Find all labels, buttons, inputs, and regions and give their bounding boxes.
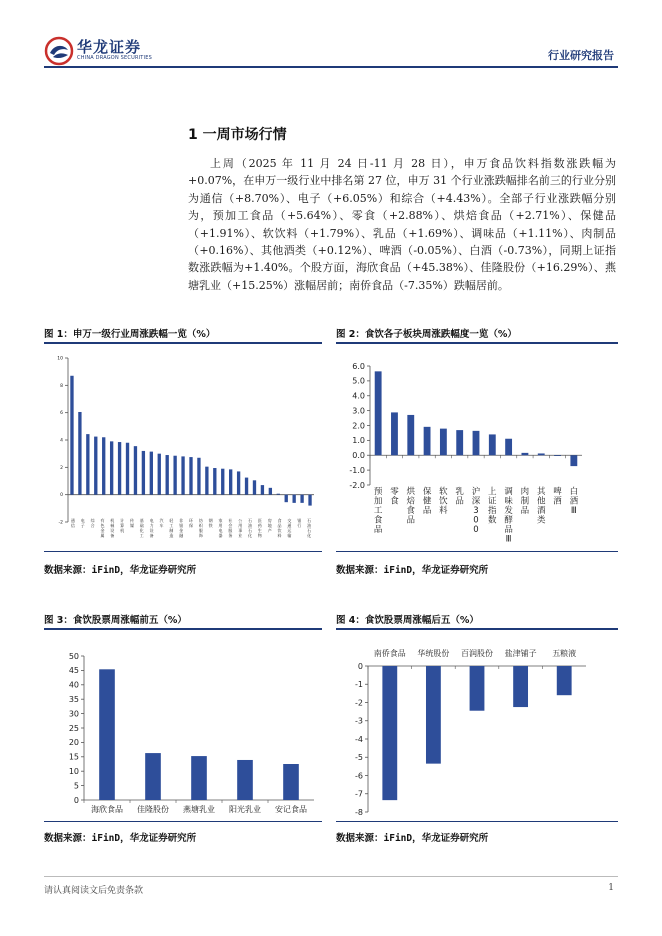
y-tick-label: -1.0 <box>349 465 365 475</box>
category-label: 信 <box>70 523 75 528</box>
category-label: 电 <box>80 518 85 523</box>
category-label: Ⅲ <box>505 534 512 545</box>
fig2-chart <box>336 346 618 546</box>
category-label: 轻 <box>169 518 174 523</box>
bar-煤炭 <box>285 495 288 503</box>
category-label: 制 <box>169 528 174 533</box>
category-label: 媒 <box>129 523 134 528</box>
y-tick-label: -8 <box>355 807 363 817</box>
category-label: 工 <box>139 533 144 538</box>
category-label: 石 <box>248 528 253 533</box>
bar-五粮液 <box>557 666 572 695</box>
category-label: 品 <box>520 506 530 516</box>
y-tick-label: -5 <box>355 753 363 763</box>
category-label: 饮 <box>277 528 282 533</box>
dragon-logo-icon <box>44 36 74 66</box>
y-tick-label: -4 <box>355 734 363 744</box>
y-tick-label: 2.0 <box>352 421 365 431</box>
bar-国防军工 <box>102 437 105 494</box>
y-tick-label: 5 <box>73 781 79 791</box>
category-label: 有 <box>100 518 105 523</box>
category-label: 公 <box>238 518 243 523</box>
category-label: 深 <box>471 496 481 507</box>
fig3-source: 数据来源：iFinD，华龙证券研究所 <box>44 833 197 844</box>
category-label: 色 <box>100 523 105 528</box>
bar-上证指数 <box>489 434 496 455</box>
category-label: 械 <box>110 523 115 528</box>
page-header <box>0 0 662 70</box>
fig1-source: 数据来源：iFinD，华龙证券研究所 <box>44 565 197 576</box>
body-paragraph: 上周（2025 年 11 月 24 日-11 月 28 日），申万食品饮料指数涨跌幅为+0.07%，在申万一级行业中排名第 27 位，申万 31 个行业涨跌幅排名前三的行业分别为通信（+8.70%）、电子（+6.05%）和综合（+4.43%）。全部子行业涨跌幅分别为，预加工食品（+5.64%）、零食（+2.88%）、烘焙食品（+2.71%）、保健品（+1.91%）、软饮料（+1.79%）、乳品（+1.69%）、调味品（+1.11%）、肉制品（+0.16%）、其他酒类（+0.12%）、啤酒（-0.05%）、白酒（-0.73%），同期上证指数涨跌幅为+1.40%。个股方面，海欣食品（+45.38%）、佳隆股份（+16.29%）、燕塘乳业（+15.25%）涨幅居前；南侨食品（-7.35%）跌幅居前。 <box>188 157 616 292</box>
category-label: 食 <box>406 506 416 516</box>
bar-轻工制造 <box>166 455 169 495</box>
category-label: 海欣食品 <box>91 805 123 814</box>
category-label: 交 <box>287 518 292 523</box>
category-label: 综 <box>90 518 95 523</box>
category-label: 事 <box>238 528 243 533</box>
category-label: 子 <box>80 523 85 528</box>
y-tick-label: 30 <box>68 709 79 719</box>
category-label: 味 <box>504 496 513 507</box>
category-label: 食 <box>373 515 383 526</box>
category-label: 生 <box>257 528 262 533</box>
fig3-bottom-rule <box>44 821 322 822</box>
page-number: 1 <box>608 883 614 893</box>
category-label: 预 <box>373 487 383 497</box>
bar-电子 <box>78 412 81 495</box>
category-label: 料 <box>439 506 448 516</box>
category-label: 品 <box>504 525 513 535</box>
category-label: 药 <box>257 523 262 528</box>
category-label: 会 <box>228 523 233 528</box>
bar-肉制品 <box>521 453 528 455</box>
fig4-chart-svg <box>336 632 618 818</box>
fig4-bottom-rule <box>336 821 618 822</box>
category-label: 计 <box>120 518 125 523</box>
category-label: 基 <box>139 518 144 523</box>
category-label: 发 <box>504 506 513 516</box>
bar-机械设备 <box>110 441 113 494</box>
fig3-chart-svg <box>44 632 322 818</box>
bar-基础化工 <box>134 446 137 495</box>
bar-钢铁 <box>197 458 200 495</box>
category-label: 食 <box>277 518 282 523</box>
bar-华统股份 <box>426 666 441 764</box>
bar-乳品 <box>456 430 463 455</box>
category-label: 数 <box>488 515 497 526</box>
bar-南侨食品 <box>382 666 397 800</box>
y-tick-label: 45 <box>68 666 79 676</box>
category-label: 合 <box>90 523 95 528</box>
category-label: 电 <box>149 518 154 523</box>
category-label: 汽 <box>159 518 164 523</box>
category-label: 酒 <box>536 506 546 516</box>
category-label: 上 <box>488 487 497 497</box>
bar-啤酒 <box>554 455 561 456</box>
category-label: 电 <box>218 528 223 533</box>
y-tick-label: 0 <box>73 795 79 805</box>
y-tick-label: 3.0 <box>352 406 365 416</box>
category-label: 阳光乳业 <box>229 805 261 814</box>
category-label: 饮 <box>439 496 448 507</box>
bar-其他酒类 <box>538 453 545 455</box>
category-label: 0 <box>473 515 479 526</box>
bar-家用电器 <box>205 467 208 495</box>
category-label: 社 <box>228 518 233 523</box>
category-label: 银 <box>179 523 184 528</box>
bar-燕塘乳业 <box>191 756 207 800</box>
bar-烘焙食品 <box>407 415 414 455</box>
category-label: 用 <box>238 523 243 528</box>
category-label: 运 <box>287 528 292 533</box>
fig1-bottom-rule <box>44 551 322 552</box>
y-tick-label: 6 <box>60 411 63 417</box>
category-label: Ⅲ <box>570 506 577 516</box>
category-label: 其 <box>536 487 546 497</box>
category-label: 通 <box>287 523 292 528</box>
category-label: 品 <box>455 496 464 507</box>
y-tick-label: 50 <box>68 651 79 661</box>
bar-保健品 <box>424 427 431 455</box>
category-label: 五粮液 <box>552 649 577 658</box>
category-label: 健 <box>422 496 432 507</box>
fig1-top-rule <box>44 342 322 344</box>
bar-阳光乳业 <box>237 760 253 800</box>
fig4-chart <box>336 632 618 818</box>
category-label: 零 <box>390 487 399 497</box>
category-label: 0 <box>473 525 479 535</box>
category-label: 地 <box>267 523 272 528</box>
bar-沪深300 <box>473 431 480 455</box>
bar-建筑装饰 <box>261 485 264 495</box>
bar-建筑材料 <box>213 468 216 495</box>
y-tick-label: 35 <box>68 695 79 704</box>
category-label: 服 <box>198 528 203 533</box>
y-tick-label: 0 <box>60 493 63 499</box>
category-label: 传 <box>129 518 134 523</box>
category-label: 金 <box>179 528 184 533</box>
bar-白酒Ⅲ <box>570 455 577 466</box>
y-tick-label: 10 <box>68 767 79 776</box>
category-label: 油 <box>307 523 312 528</box>
category-label: 通 <box>70 518 75 523</box>
category-label: 铁 <box>208 523 213 528</box>
category-label: 燕塘乳业 <box>183 805 215 814</box>
bar-医药生物 <box>253 480 256 494</box>
bar-零食 <box>391 412 398 455</box>
section-title: 1 一周市场行情 <box>188 127 287 143</box>
bar-汽车 <box>158 454 161 495</box>
category-label: 算 <box>120 523 125 528</box>
bar-环保 <box>181 456 184 494</box>
category-label: 家 <box>218 518 223 523</box>
category-label: 华统股份 <box>417 649 450 658</box>
fig2-top-rule <box>336 342 618 344</box>
bar-公用事业 <box>229 469 232 494</box>
category-label: 环 <box>189 518 193 523</box>
category-label: 佳隆股份 <box>137 805 169 814</box>
bar-百润股份 <box>470 666 485 711</box>
category-label: 业 <box>238 533 243 538</box>
category-label: 造 <box>169 533 174 538</box>
bar-美容护理 <box>150 452 153 495</box>
y-tick-label: 1.0 <box>352 436 365 446</box>
fig3-chart <box>44 632 322 818</box>
category-label: 加 <box>373 496 383 507</box>
category-label: 化 <box>248 533 253 538</box>
y-tick-label: -2 <box>355 698 363 708</box>
report-type: 行业研究报告 <box>548 49 614 62</box>
category-label: 纺 <box>198 518 203 523</box>
category-label: 调 <box>504 487 513 497</box>
y-tick-label: 0 <box>357 661 363 671</box>
y-tick-label: -2.0 <box>349 480 365 490</box>
fig3-title: 图 3：食饮股票周涨幅前五（%） <box>44 615 187 626</box>
bar-电力设备 <box>142 451 145 495</box>
category-label: 白 <box>569 487 579 497</box>
y-tick-label: -6 <box>355 771 363 781</box>
category-label: 石 <box>307 518 312 523</box>
bar-调味发酵品Ⅲ <box>505 439 512 456</box>
logo-cn-text: 华龙证券 <box>77 38 142 56</box>
bar-计算机 <box>118 442 121 495</box>
category-label: 焙 <box>406 496 416 507</box>
category-label: 房 <box>267 518 272 523</box>
category-label: 保 <box>422 487 432 497</box>
category-label: 油 <box>248 523 253 528</box>
category-label: 制 <box>520 496 530 507</box>
category-label: 工 <box>169 523 174 528</box>
company-logo <box>44 36 194 66</box>
fig4-source: 数据来源：iFinD，华龙证券研究所 <box>336 833 489 844</box>
category-label: 机 <box>110 518 115 523</box>
category-label: 础 <box>139 523 144 528</box>
category-label: 设 <box>110 528 115 533</box>
category-label: 化 <box>307 533 312 538</box>
category-label: 化 <box>139 528 144 533</box>
y-tick-label: 4.0 <box>352 391 365 401</box>
fig4-top-rule <box>336 628 618 630</box>
category-label: 车 <box>159 523 164 528</box>
category-label: 啤 <box>553 487 562 497</box>
y-tick-label: -1 <box>355 680 363 690</box>
y-tick-label: 15 <box>68 752 79 762</box>
fig2-title: 图 2：食饮各子板块周涨跌幅度一览（%） <box>336 329 517 340</box>
category-label: 保 <box>189 523 193 528</box>
fig2-chart-svg <box>336 346 618 546</box>
fig3-top-rule <box>44 628 322 630</box>
bar-纺织服饰 <box>189 457 192 495</box>
category-label: 物 <box>257 533 262 538</box>
logo-en-text: CHINA DRAGON SECURITIES <box>77 55 152 61</box>
category-label: 品 <box>406 515 416 526</box>
category-label: 沪 <box>471 487 481 497</box>
category-label: 酒 <box>569 496 579 507</box>
y-tick-label: 20 <box>68 738 79 748</box>
fig4-title: 图 4：食饮股票周涨幅后五（%） <box>336 615 479 626</box>
bar-石油石化 <box>237 471 240 494</box>
category-label: 料 <box>277 533 282 538</box>
bar-通信 <box>70 376 73 495</box>
bar-非银金融 <box>173 456 176 495</box>
category-label: 证 <box>488 496 497 507</box>
bar-预加工食品 <box>375 371 382 455</box>
bar-交通运输 <box>292 495 295 503</box>
category-label: 工 <box>373 506 383 516</box>
category-label: 融 <box>179 533 184 538</box>
bar-盐津铺子 <box>513 666 528 707</box>
category-label: 安记食品 <box>275 805 307 814</box>
bar-佳隆股份 <box>145 753 161 800</box>
bar-食品饮料 <box>277 494 280 495</box>
footer-disclaimer: 请认真阅读文后免责条款 <box>44 886 144 896</box>
category-label: 钢 <box>208 518 213 523</box>
category-label: 属 <box>100 533 105 538</box>
bar-社会服务 <box>221 469 224 495</box>
category-label: 输 <box>287 533 292 538</box>
category-label: 器 <box>218 533 223 538</box>
category-label: 医 <box>257 518 262 523</box>
y-tick-label: 6.0 <box>352 361 365 371</box>
category-label: 织 <box>198 523 203 528</box>
bar-综合 <box>86 434 89 495</box>
bar-农林牧渔 <box>245 478 248 495</box>
category-label: 品 <box>422 506 432 516</box>
bar-软饮料 <box>440 429 447 456</box>
header-divider <box>44 66 618 68</box>
y-tick-label: 40 <box>68 680 79 690</box>
footer-divider <box>44 876 618 877</box>
category-label: 肉 <box>520 487 530 497</box>
category-label: 石 <box>248 518 253 523</box>
category-label: 酵 <box>504 515 513 526</box>
y-tick-label: 25 <box>68 723 79 733</box>
category-label: 备 <box>149 533 154 538</box>
category-label: 酒 <box>553 496 562 507</box>
category-label: 石 <box>307 528 312 533</box>
bar-房地产 <box>269 488 272 495</box>
category-label: 软 <box>439 487 448 497</box>
category-label: 南侨食品 <box>373 649 406 658</box>
category-label: 他 <box>536 496 546 507</box>
category-label: 烘 <box>406 487 416 497</box>
category-label: 设 <box>149 528 154 533</box>
bar-传媒 <box>126 443 129 495</box>
category-label: 乳 <box>455 487 464 497</box>
category-label: 3 <box>473 506 479 516</box>
y-tick-label: 8 <box>60 383 63 389</box>
bar-银行 <box>308 495 311 506</box>
bar-海欣食品 <box>99 669 115 800</box>
category-label: 盐津铺子 <box>504 649 537 658</box>
y-tick-label: 10 <box>57 356 63 362</box>
category-label: 金 <box>100 528 105 533</box>
category-label: 品 <box>373 525 383 535</box>
y-tick-label: 4 <box>60 438 63 444</box>
fig2-bottom-rule <box>336 551 618 552</box>
bar-安记食品 <box>283 764 299 800</box>
bar-有色金属 <box>94 437 97 495</box>
category-label: 指 <box>488 506 497 516</box>
category-label: 务 <box>228 533 233 538</box>
category-label: 食 <box>390 496 399 507</box>
category-label: 百润股份 <box>461 649 493 658</box>
category-label: 饰 <box>198 533 203 538</box>
category-label: 银 <box>297 518 302 523</box>
category-label: 备 <box>110 533 115 538</box>
bar-商贸零售 <box>300 495 303 503</box>
category-label: 力 <box>149 523 154 528</box>
category-label: 服 <box>228 528 233 533</box>
category-label: 非 <box>179 518 184 523</box>
category-label: 机 <box>120 528 125 533</box>
category-label: 类 <box>536 515 546 526</box>
fig1-chart-svg <box>44 346 322 546</box>
y-tick-label: 5.0 <box>352 376 365 386</box>
y-tick-label: 0.0 <box>352 451 365 461</box>
fig1-chart <box>44 346 322 546</box>
fig1-title: 图 1：申万一级行业周涨跌幅一览（%） <box>44 329 216 340</box>
category-label: 品 <box>277 523 282 528</box>
category-label: 产 <box>267 528 272 533</box>
category-label: 用 <box>218 523 223 528</box>
category-label: 行 <box>297 523 302 528</box>
y-tick-label: -2 <box>58 520 63 526</box>
y-tick-label: 2 <box>60 465 63 471</box>
y-tick-label: -3 <box>355 716 363 726</box>
y-tick-label: -7 <box>355 789 363 799</box>
fig2-source: 数据来源：iFinD，华龙证券研究所 <box>336 565 489 576</box>
